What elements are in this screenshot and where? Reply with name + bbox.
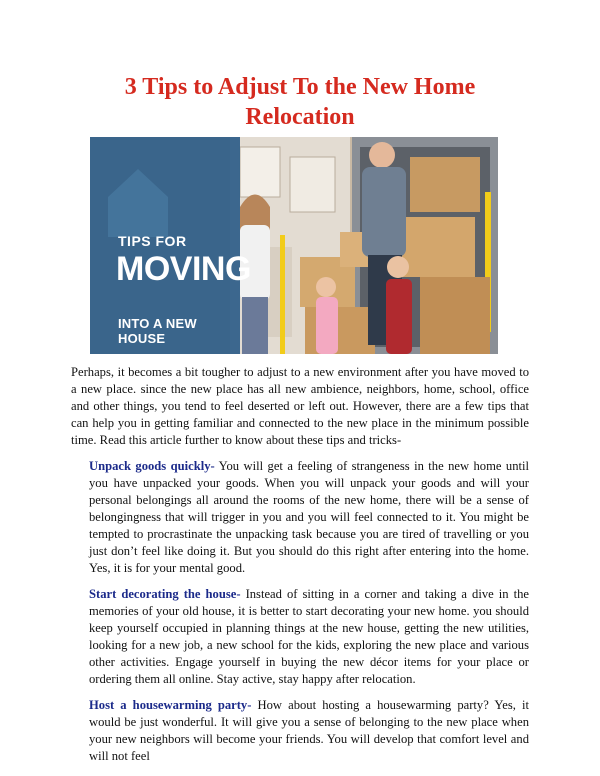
tip-paragraph-1 xyxy=(89,458,529,577)
hero-caption xyxy=(90,137,251,354)
hero-caption-line1: TIPS FOR xyxy=(118,233,187,249)
hero-caption-line3: INTO A NEW HOUSE xyxy=(118,316,197,346)
tip-text-3: How about hosting a housewarming party? Yes, it would be just wonderful. It will give you a sense of belonging to the new place when your new neighbors will become your friends. You will develop that comfort level and will not feel xyxy=(89,698,529,763)
hero-caption-line2: MOVING xyxy=(116,250,251,288)
tip-heading-3: Host a housewarming party- xyxy=(89,698,252,712)
tip-heading-1: Unpack goods quickly- xyxy=(89,459,215,473)
tip-paragraph-2 xyxy=(89,586,529,688)
tip-text-1: You will get a feeling of strangeness in the new home until you have unpacked your goods. When you will unpack your goods and will your personal belongings all around the rooms of the new home, there will be a sense of belongingness that will trigger in you and you will feel connected to it. You might be tempted to procrastinate the unpacking task because you are tired of travelling or you just don’t feel like doing it. But you should do this right after entering into the home. Yes, it is for your mental good. xyxy=(89,459,529,575)
intro-paragraph: Perhaps, it becomes a bit tougher to adjust to a new environment after you have moved to a new place. since the new place has all new ambience, neighbors, home, school, office and other things, you tend to feel deserted or left out. However, there are a few tips that can help you in getting familiar and connected to the new place in the minimum possible time. Read this article further to know about these tips and tricks- xyxy=(71,365,529,447)
article-body xyxy=(71,364,529,774)
page-title: 3 Tips to Adjust To the New Home Relocation xyxy=(124,74,476,130)
tip-text-2: Instead of sitting in a corner and taking a dive in the memories of your old house, it is better to start decorating your new home. you should keep yourself occupied in planning things at the new house, getting the new utilities, looking for a new job, a new school for the kids, exploring the new place and various other activities. Engage yourself in buying the new décor items for your place or ordering them all online. Stay active, stay happy after relocation. xyxy=(89,587,529,686)
tip-heading-2: Start decorating the house- xyxy=(89,587,241,601)
tip-paragraph-3 xyxy=(89,697,529,765)
hero-image xyxy=(90,137,498,354)
